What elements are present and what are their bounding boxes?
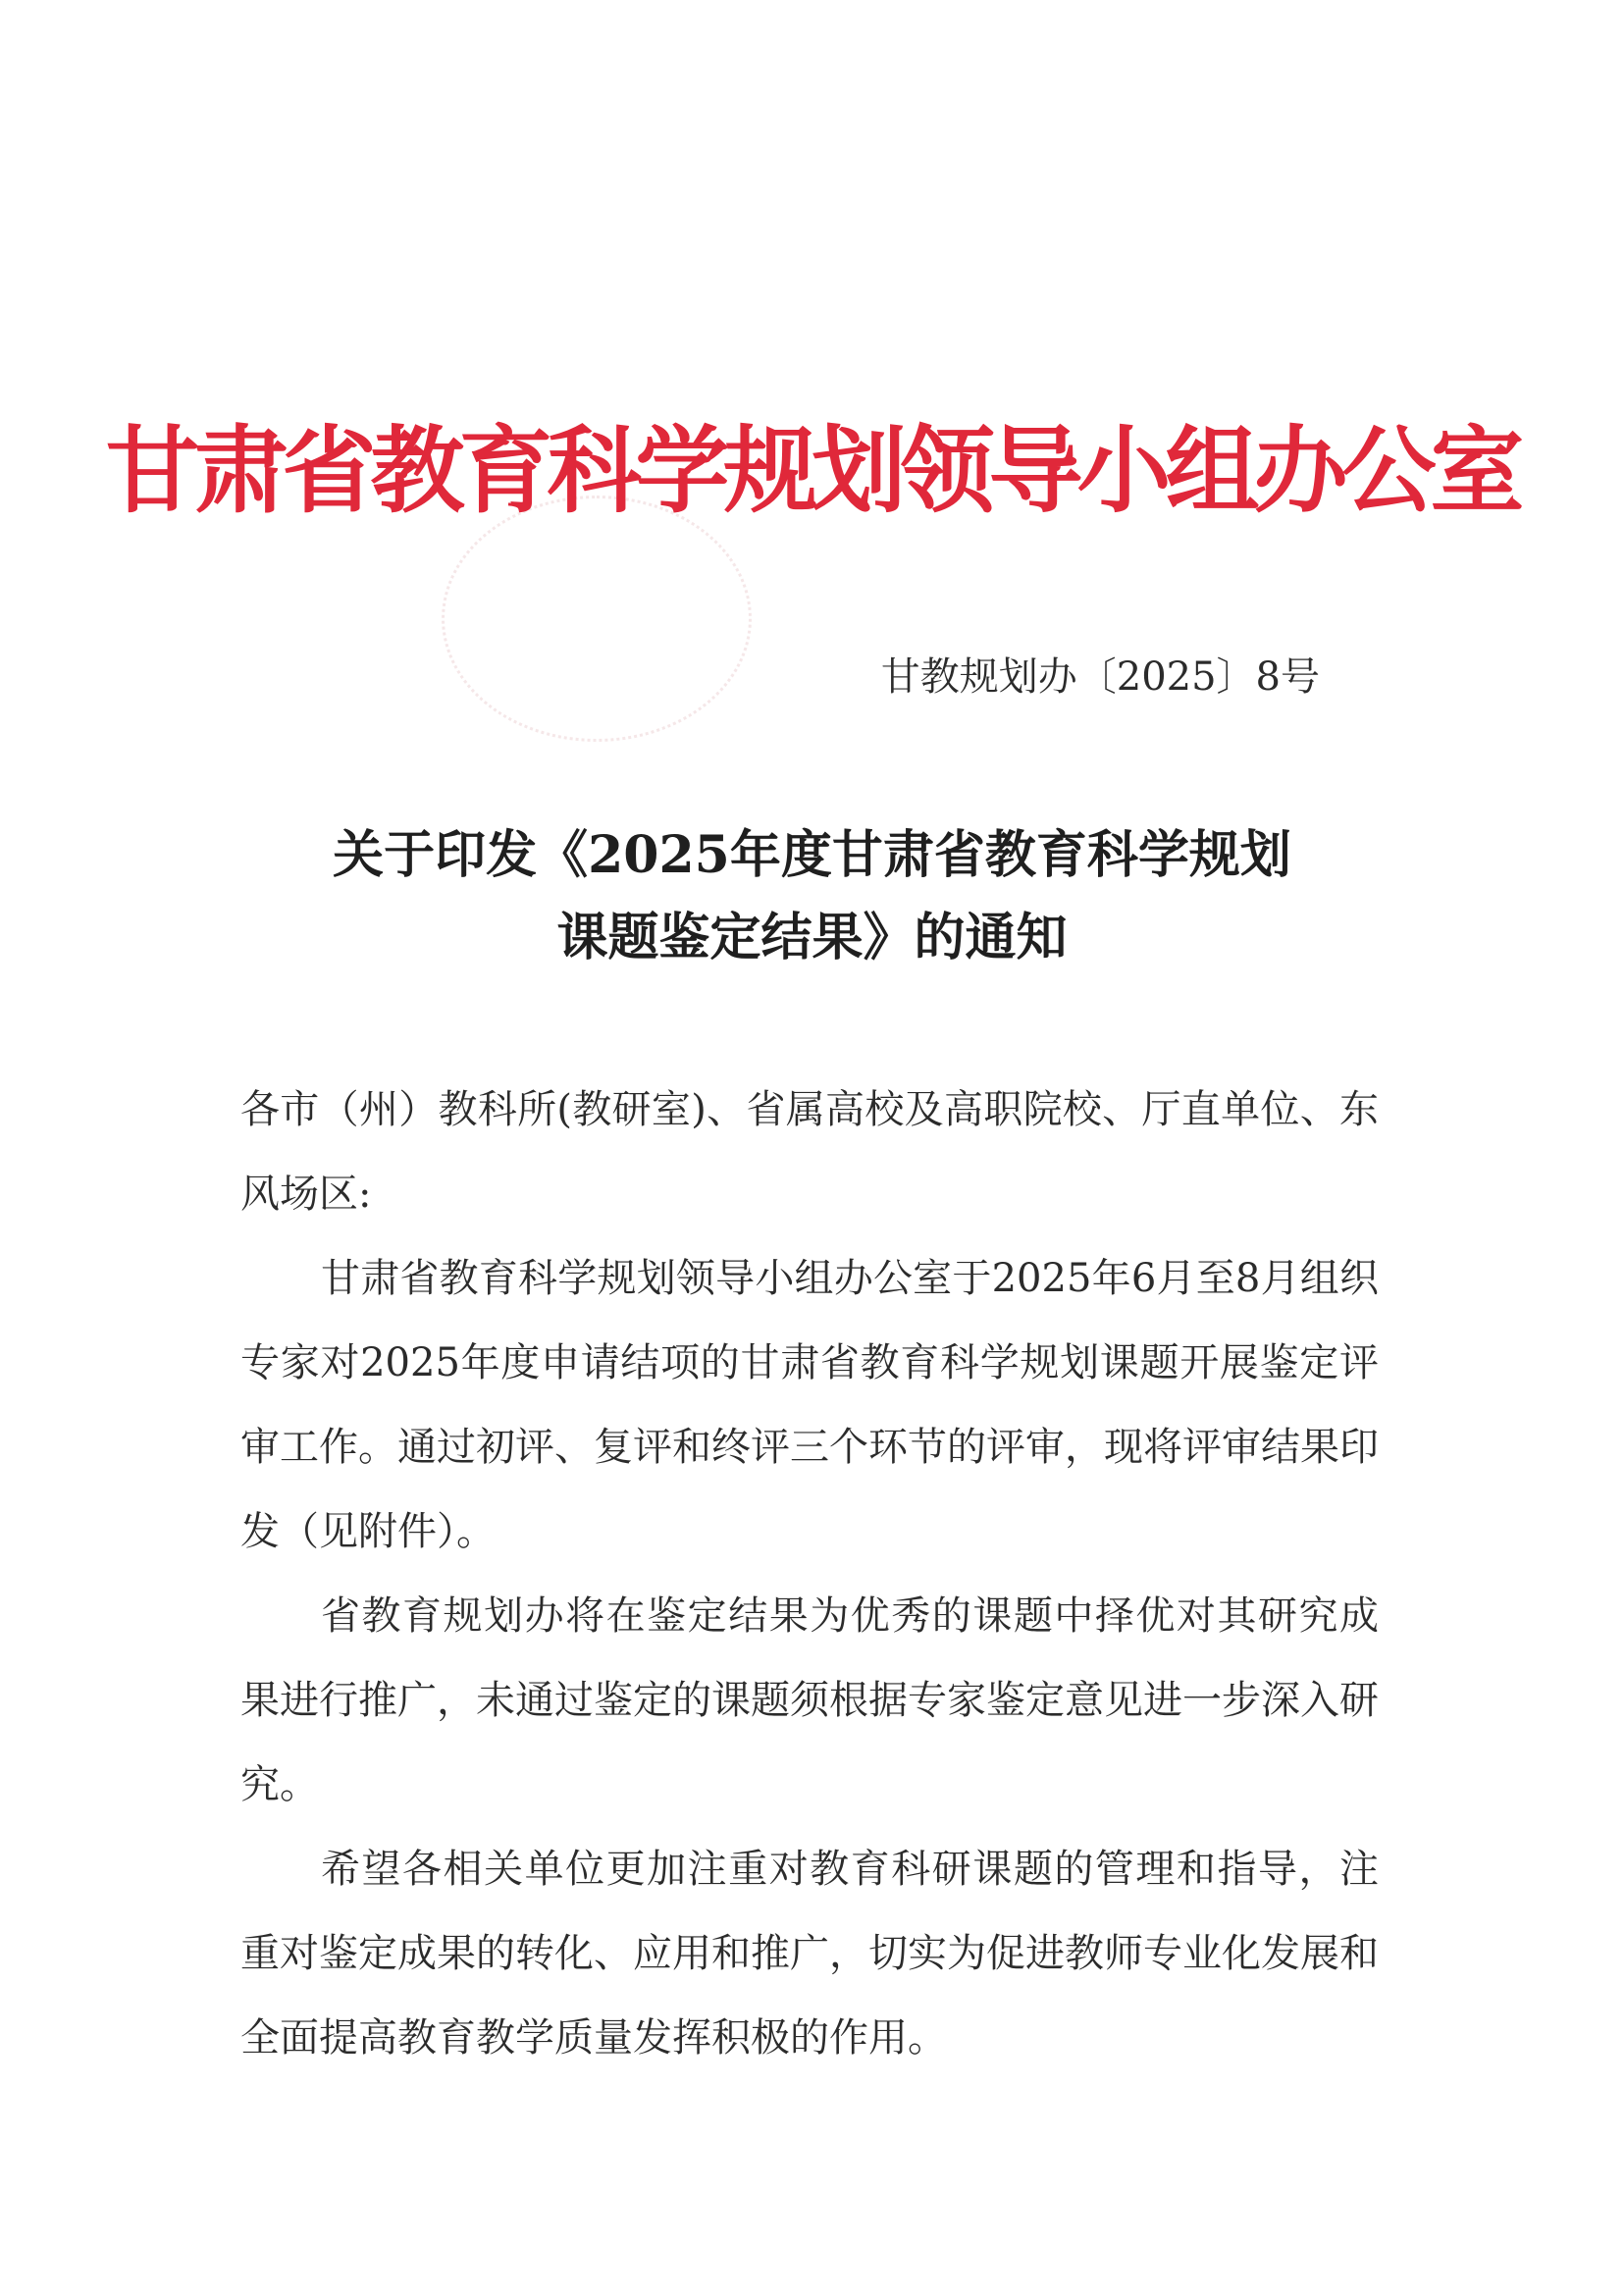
letterhead-title: 甘肃省教育科学规划领导小组办公室 xyxy=(105,416,1519,526)
body-paragraph-1: 甘肃省教育科学规划领导小组办公室于2025年6月至8月组织专家对2025年度申请结项的甘肃省教育科学规划课题开展鉴定评审工作。通过初评、复评和终评三个环节的评审，现将评审结果印发（见附件）。 xyxy=(240,1256,1379,1554)
body-paragraph-3: 希望各相关单位更加注重对教育科研课题的管理和指导，注重对鉴定成果的转化、应用和推广，切实为促进教师专业化发展和全面提高教育教学质量发挥积极的作用。 xyxy=(240,1847,1379,2061)
faint-seal-mark xyxy=(442,496,752,742)
document-number: 甘教规划办〔2025〕8号 xyxy=(880,654,1320,700)
notice-title xyxy=(0,814,1624,979)
notice-title-line-1: 关于印发《2025年度甘肃省教育科学规划 xyxy=(333,825,1291,885)
notice-body xyxy=(240,1068,1379,2080)
body-paragraph-2: 省教育规划办将在鉴定结果为优秀的课题中择优对其研究成果进行推广，未通过鉴定的课题须根据专家鉴定意见进一步深入研究。 xyxy=(240,1593,1379,1807)
salutation: 各市（州）教科所(教研室)、省属高校及高职院校、厅直单位、东风场区: xyxy=(240,1087,1379,1217)
notice-title-line-2: 课题鉴定结果》的通知 xyxy=(556,908,1068,967)
